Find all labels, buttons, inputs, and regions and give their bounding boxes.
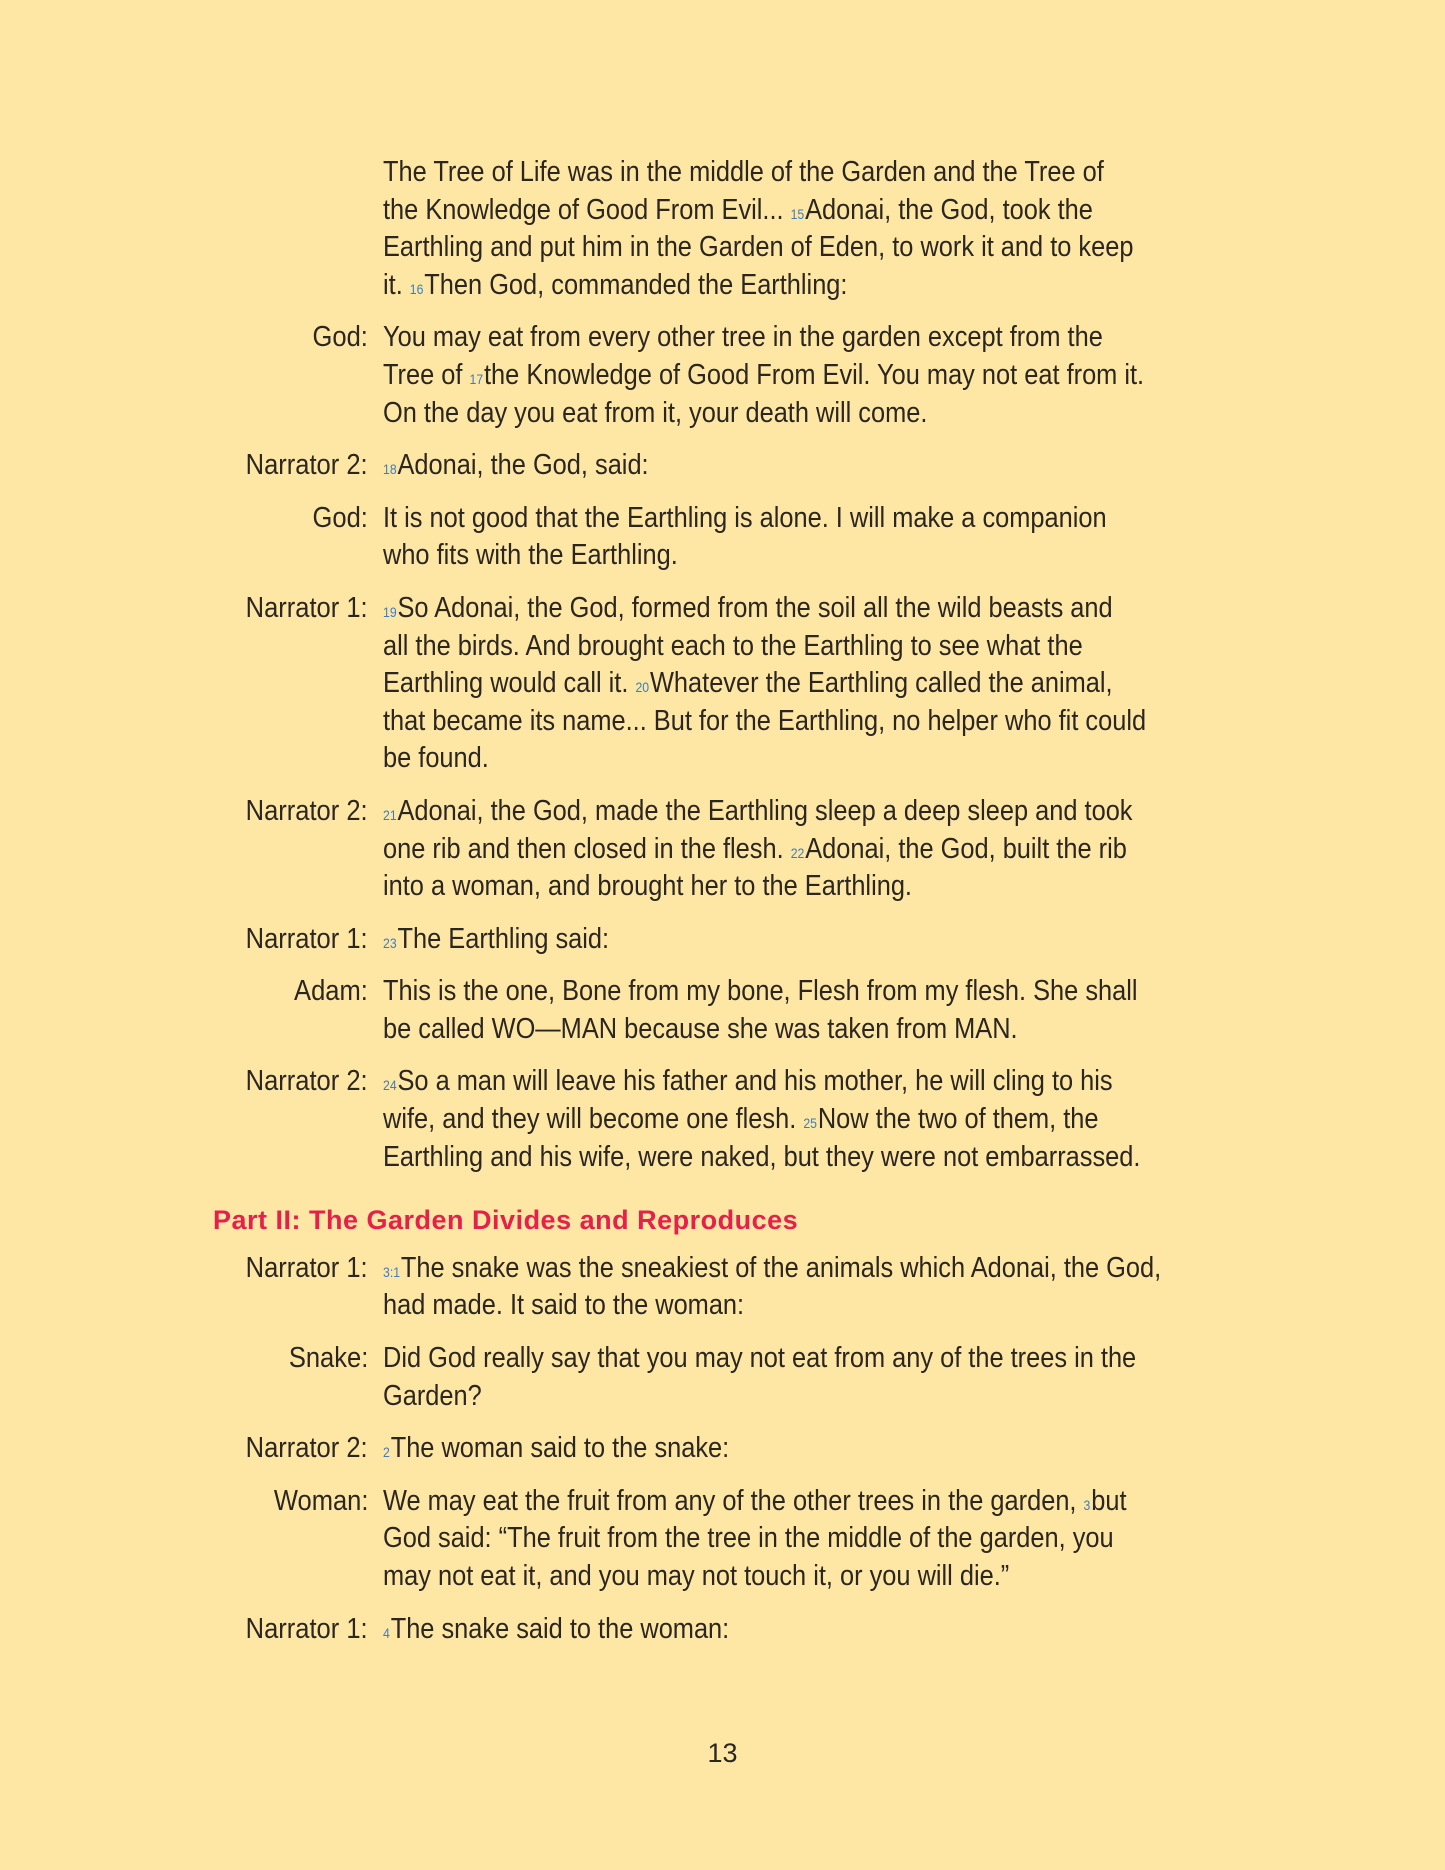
text-segment: So a man will leave his father and his mother, he will cling to his xyxy=(397,1065,1113,1098)
text-segment: God said: “The fruit from the tree in the middle of the garden, you xyxy=(383,1522,1114,1555)
text-segment: Now the two of them, the xyxy=(817,1103,1099,1136)
speaker-label: Narrator 2: xyxy=(246,1065,368,1098)
text-line xyxy=(383,395,1312,433)
text-line xyxy=(383,537,1312,575)
text-line xyxy=(383,500,1312,538)
text-line xyxy=(383,229,1312,267)
text-segment: The Earthling said: xyxy=(397,922,610,955)
text-line xyxy=(383,1483,1312,1521)
section-heading: Part II: The Garden Divides and Reproduces xyxy=(213,1205,799,1236)
text-segment: Whatever the Earthling called the animal, xyxy=(649,667,1113,700)
verse-number: 23 xyxy=(383,934,397,951)
text-segment: Earthling and his wife, were naked, but they were not embarrassed. xyxy=(383,1140,1141,1173)
text-segment: into a woman, and brought her to the Earthling. xyxy=(383,870,912,903)
text-line xyxy=(383,1520,1312,1558)
speaker-label: Narrator 1: xyxy=(246,591,368,624)
text-line xyxy=(383,1139,1312,1177)
text-segment: had made. It said to the woman: xyxy=(383,1289,745,1322)
verse-number: 18 xyxy=(383,461,397,478)
text-segment: Earthling and put him in the Garden of Eden, to work it and to keep xyxy=(383,231,1134,264)
verse-number: 22 xyxy=(790,844,805,861)
dialogue-block xyxy=(0,500,1445,575)
text-segment: one rib and then closed in the flesh. xyxy=(383,832,791,865)
dialogue-block xyxy=(0,1611,1445,1649)
dialogue-block xyxy=(0,1483,1445,1596)
text-segment: On the day you eat from it, your death will come. xyxy=(383,396,928,429)
text-segment: This is the one, Bone from my bone, Flesh from my flesh. She shall xyxy=(383,975,1138,1008)
text-segment: So Adonai, the God, formed from the soil all the wild beasts and xyxy=(397,591,1113,624)
text-line xyxy=(383,703,1312,741)
text-line xyxy=(383,1378,1312,1416)
text-segment: You may eat from every other tree in the garden except from the xyxy=(383,321,1103,354)
text-segment: The woman said to the snake: xyxy=(390,1432,730,1465)
dialogue-block xyxy=(0,793,1445,906)
text-line xyxy=(383,740,1312,778)
text-line xyxy=(383,1250,1312,1288)
text-segment: Garden? xyxy=(383,1379,482,1412)
verse-number: 16 xyxy=(409,280,424,297)
text-segment: The Tree of Life was in the middle of the Garden and the Tree of xyxy=(383,156,1104,188)
text-segment: the Knowledge of Good From Evil. You may not eat from it. xyxy=(484,358,1145,391)
text-line xyxy=(383,793,1312,831)
text-segment: that became its name... But for the Earthling, no helper who fit could xyxy=(383,704,1147,737)
speaker-label: God: xyxy=(312,501,368,534)
dialogue-block xyxy=(0,1250,1445,1325)
dialogue-block xyxy=(0,319,1445,432)
verse-number: 2 xyxy=(383,1444,390,1461)
speaker-label: Woman: xyxy=(273,1484,368,1517)
verse-number: 3 xyxy=(1083,1496,1091,1513)
text-segment: Did God really say that you may not eat from any of the trees in the xyxy=(383,1342,1137,1375)
dialogue-block xyxy=(0,1340,1445,1415)
speaker-label: Adam: xyxy=(294,975,368,1008)
text-line xyxy=(383,973,1312,1011)
text-segment: Tree of xyxy=(383,358,470,391)
speaker-label: Narrator 2: xyxy=(246,1432,368,1465)
text-line xyxy=(383,1611,1312,1649)
text-line xyxy=(383,590,1312,628)
text-line xyxy=(383,665,1312,703)
text-line xyxy=(383,154,1312,192)
text-line xyxy=(383,357,1312,395)
verse-number: 19 xyxy=(383,603,397,620)
text-segment: but xyxy=(1091,1484,1127,1517)
dialogue-block xyxy=(0,447,1445,485)
text-line xyxy=(383,921,1312,959)
text-segment: The snake said to the woman: xyxy=(390,1612,730,1645)
text-line xyxy=(383,267,1312,305)
text-line xyxy=(383,831,1312,869)
verse-number: 24 xyxy=(383,1077,397,1094)
text-segment: the Knowledge of Good From Evil... xyxy=(383,193,791,226)
text-line xyxy=(383,1558,1312,1596)
text-segment: It is not good that the Earthling is alone. I will make a companion xyxy=(383,501,1107,534)
verse-number: 21 xyxy=(383,806,397,823)
dialogue-block xyxy=(0,590,1445,778)
text-line xyxy=(383,1011,1312,1049)
text-segment: The snake was the sneakiest of the animals which Adonai, the God, xyxy=(400,1251,1162,1284)
text-line xyxy=(383,192,1312,230)
dialogue-block xyxy=(0,973,1445,1048)
speaker-label: Narrator 1: xyxy=(246,922,368,955)
text-segment: Adonai, the God, took the xyxy=(805,193,1093,226)
text-segment: We may eat the fruit from any of the other trees in the garden, xyxy=(383,1484,1084,1517)
text-segment: it. xyxy=(383,268,410,301)
text-segment: be called WO—MAN because she was taken from MAN. xyxy=(383,1012,1018,1045)
dialogue-block xyxy=(0,154,1445,304)
text-segment: who fits with the Earthling. xyxy=(383,539,678,572)
text-line xyxy=(383,1063,1312,1101)
speaker-label: Narrator 2: xyxy=(246,794,368,827)
text-segment: Adonai, the God, made the Earthling sleep a deep sleep and took xyxy=(397,794,1133,827)
text-line xyxy=(383,447,1312,485)
text-segment: wife, and they will become one flesh. xyxy=(383,1103,804,1136)
text-line xyxy=(383,868,1312,906)
script-body xyxy=(0,154,1445,1663)
text-line xyxy=(383,1287,1312,1325)
text-line xyxy=(383,1101,1312,1139)
verse-number: 20 xyxy=(635,679,650,696)
speaker-label: Narrator 1: xyxy=(246,1251,368,1284)
verse-number: 15 xyxy=(790,205,805,222)
text-segment: Adonai, the God, built the rib xyxy=(805,832,1127,865)
dialogue-block xyxy=(0,921,1445,959)
verse-number: 17 xyxy=(469,370,484,387)
text-line xyxy=(383,1340,1312,1378)
dialogue-block xyxy=(0,1063,1445,1176)
speaker-label: Snake: xyxy=(288,1342,368,1375)
text-segment: all the birds. And brought each to the Earthling to see what the xyxy=(383,629,1083,662)
text-segment: Then God, commanded the Earthling: xyxy=(424,268,848,301)
verse-number: 3:1 xyxy=(383,1263,401,1280)
speaker-label: God: xyxy=(312,321,368,354)
verse-number: 4 xyxy=(383,1624,390,1641)
dialogue-block xyxy=(0,1430,1445,1468)
text-segment: Adonai, the God, said: xyxy=(397,449,649,482)
text-segment: be found. xyxy=(383,742,489,775)
text-segment: may not eat it, and you may not touch it, or you will die.” xyxy=(383,1560,1010,1592)
text-line xyxy=(383,628,1312,666)
verse-number: 25 xyxy=(803,1115,817,1132)
text-line xyxy=(383,319,1312,357)
text-line xyxy=(383,1430,1312,1468)
speaker-label: Narrator 2: xyxy=(246,449,368,482)
page-number: 13 xyxy=(707,1738,738,1768)
speaker-label: Narrator 1: xyxy=(246,1612,368,1645)
text-segment: Earthling would call it. xyxy=(383,667,636,700)
